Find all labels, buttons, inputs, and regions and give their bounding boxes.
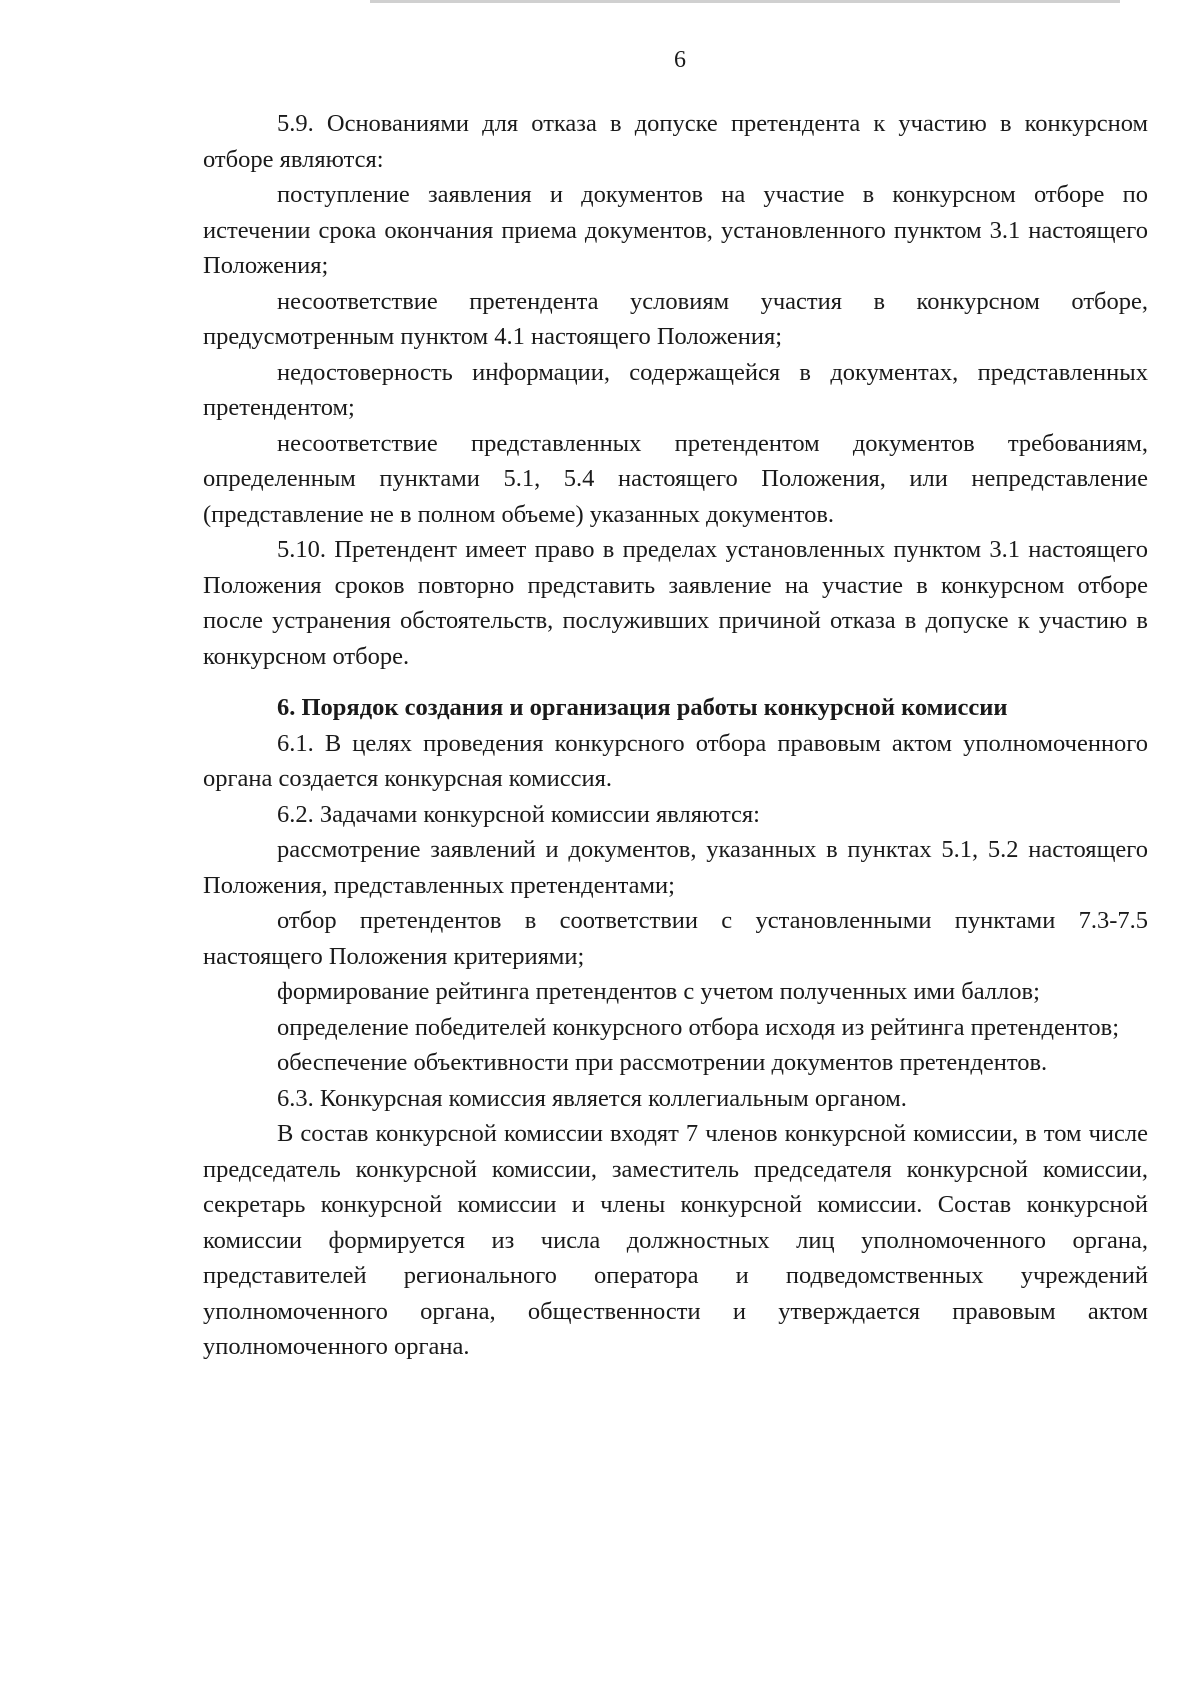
scan-edge-line bbox=[370, 0, 1120, 3]
list-item: отбор претендентов в соответствии с установленными пунктами 7.3-7.5 настоящего Положения критериями; bbox=[203, 907, 1148, 970]
paragraph-commission-composition: В состав конкурсной комиссии входят 7 членов конкурсной комиссии, в том числе председатель конкурсной комиссии, заместитель председателя конкурсной комиссии, секретарь конкурсной комиссии и члены конкурсной комиссии. Состав конкурсной комиссии формируется из числа должностных лиц уполномоченного органа, представителей регионального оператора и подведомственных учреждений уполномоченного органа, общественности и утверждается правовым актом уполномоченного органа. bbox=[203, 1120, 1148, 1360]
document-body bbox=[203, 106, 1148, 1365]
list-item: определение победителей конкурсного отбора исходя из рейтинга претендентов; bbox=[277, 1013, 1119, 1041]
paragraph-6-3: 6.3. Конкурсная комиссия является коллегиальным органом. bbox=[277, 1084, 907, 1112]
list-item: формирование рейтинга претендентов с учетом полученных ими баллов; bbox=[277, 978, 1040, 1005]
list-item: недостоверность информации, содержащейся в документах, представленных претендентом; bbox=[203, 358, 1148, 421]
paragraph-6-1: 6.1. В целях проведения конкурсного отбора правовым актом уполномоченного органа создается конкурсная комиссия. bbox=[203, 729, 1148, 792]
paragraph-5-10: 5.10. Претендент имеет право в пределах установленных пунктом 3.1 настоящего Положения сроков повторно представить заявление на участие в конкурсном отборе после устранения обстоятельств, послуживших причиной отказа в допуске к участию в конкурсном отборе. bbox=[203, 536, 1148, 670]
page-number: 6 bbox=[674, 47, 686, 73]
section-heading: 6. Порядок создания и организация работы конкурсной комиссии bbox=[277, 694, 1008, 721]
list-item: несоответствие претендента условиям участия в конкурсном отборе, предусмотренным пунктом 4.1 настоящего Положения; bbox=[203, 287, 1148, 350]
list-item: обеспечение объективности при рассмотрении документов претендентов. bbox=[277, 1049, 1048, 1076]
paragraph-5-9: 5.9. Основаниями для отказа в допуске претендента к участию в конкурсном отборе являются: bbox=[203, 110, 1148, 173]
list-item: несоответствие представленных претендентом документов требованиям, определенным пунктами 5.1, 5.4 настоящего Положения, или непредставление (представление не в полном объеме) указанных документов. bbox=[203, 429, 1148, 528]
paragraph-6-2: 6.2. Задачами конкурсной комиссии являются: bbox=[277, 800, 760, 828]
list-item: поступление заявления и документов на участие в конкурсном отборе по истечении срока окончания приема документов, установленного пунктом 3.1 настоящего Положения; bbox=[203, 181, 1148, 279]
list-item: рассмотрение заявлений и документов, указанных в пунктах 5.1, 5.2 настоящего Положения, представленных претендентами; bbox=[203, 836, 1148, 899]
